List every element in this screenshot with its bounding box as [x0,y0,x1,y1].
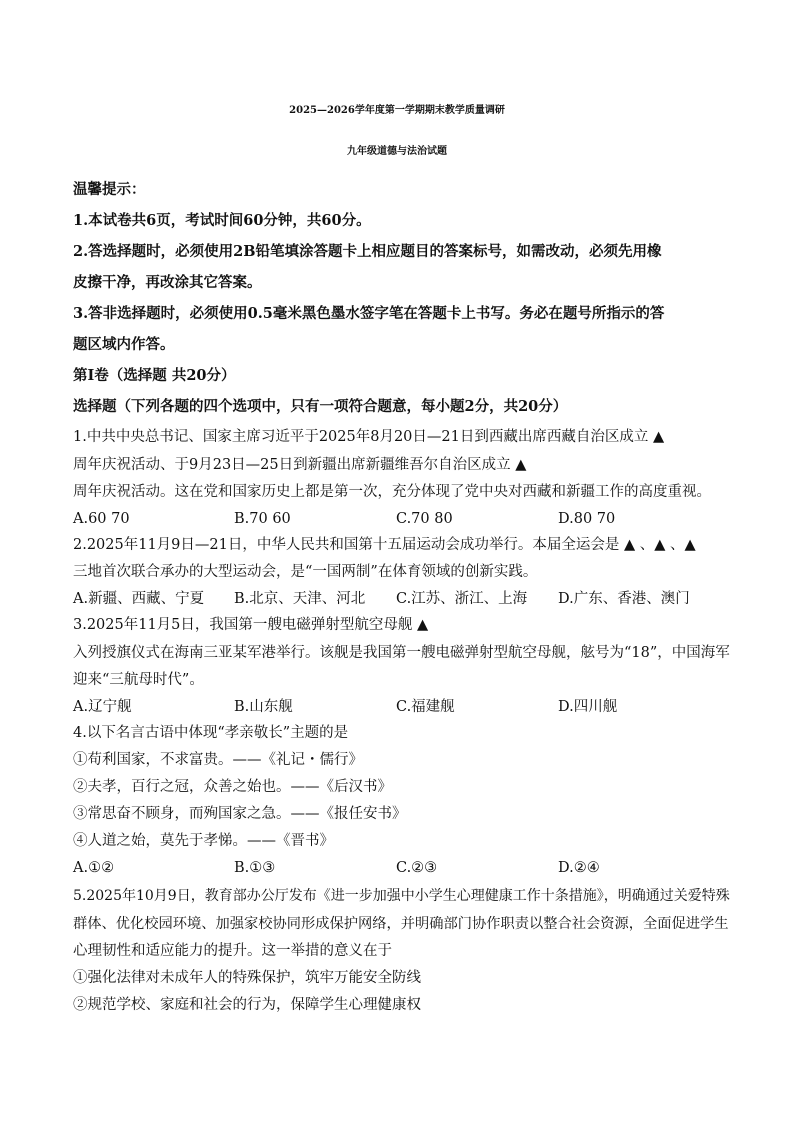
q3-option-a: A.辽宁舰 [73,699,132,715]
q4-item-1: ①苟利国家，不求富贵。——《礼记・儒行》 [73,752,363,768]
q4-option-a: A.①② [73,860,115,876]
q5-item-1: ①强化法律对未成年人的特殊保护，筑牢万能安全防线 [73,970,421,986]
q2-option-d: D.广东、香港、澳门 [558,591,690,607]
q4-item-2: ②夫孝，百行之冠，众善之始也。——《后汉书》 [73,779,392,795]
q4-option-b: B.①③ [234,860,276,876]
q2-option-a: A.新疆、西藏、宁夏 [73,591,205,607]
q4-option-c: C.②③ [396,860,438,876]
q3-option-d: D.四川舰 [558,699,618,715]
q5-line-1: 5.2025年10月9日，教育部办公厅发布《进一步加强中小学生心理健康工作十条措施》，明确通过关爱特殊 [73,888,730,904]
q5-line-3: 心理韧性和适应能力的提升。这一举措的意义在于 [73,943,392,959]
q5-line-2: 群体、优化校园环境、加强家校协同形成保护网络，并明确部门协作职责以整合社会资源，全面促进学生 [73,916,729,932]
exam-subtitle: 九年级道德与法治试题 [347,146,447,157]
q1-option-a: A.60 70 [73,511,130,527]
q2-option-c: C.江苏、浙江、上海 [396,591,528,607]
tip-3-line-1: 3.答非选择题时，必须使用0.5毫米黑色墨水签字笔在答题卡上书写。务必在题号所指示的答 [73,305,665,322]
q4-option-d: D.②④ [558,860,600,876]
q1-option-d: D.80 70 [558,511,616,527]
q3-line-3: 迎来“三航母时代”。 [73,672,204,688]
q3-option-c: C.福建舰 [396,699,455,715]
section-instructions: 选择题（下列各题的四个选项中，只有一项符合题意，每小题2分，共20分） [73,398,568,415]
q4-item-4: ④人道之始，莫先于孝悌。——《晋书》 [73,833,334,849]
q1-line-1: 1.中共中央总书记、国家主席习近平于2025年8月20日—21日到西藏出席西藏自治区成立 ▲ [73,429,665,445]
tip-3-line-2: 题区域内作答。 [73,336,175,353]
tip-2-line-2: 皮擦干净，再改涂其它答案。 [73,274,262,291]
tip-2-line-1: 2.答选择题时，必须使用2B铅笔填涂答题卡上相应题目的答案标号，如需改动，必须先用橡 [73,243,662,260]
q4-item-3: ③常思奋不顾身，而殉国家之急。——《报任安书》 [73,806,407,822]
q2-line-1: 2.2025年11月9日—21日，中华人民共和国第十五届运动会成功举行。本届全运会是 ▲ 、▲ 、▲ [73,537,696,553]
q1-line-2: 周年庆祝活动、于9月23日—25日到新疆出席新疆维吾尔自治区成立 ▲ [73,457,527,473]
q3-line-1: 3.2025年11月5日，我国第一艘电磁弹射型航空母舰 ▲ [73,617,429,633]
q2-line-2: 三地首次联合承办的大型运动会，是“一国两制”在体育领域的创新实践。 [73,564,538,580]
part-title: 第Ⅰ卷（选择题 共20分） [73,367,236,384]
q1-option-c: C.70 80 [396,511,453,527]
tip-1: 1.本试卷共6页，考试时间60分钟，共60分。 [73,212,371,229]
q1-option-b: B.70 60 [234,511,291,527]
q3-option-b: B.山东舰 [234,699,293,715]
q5-item-2: ②规范学校、家庭和社会的行为，保障学生心理健康权 [73,997,421,1013]
q1-line-3: 周年庆祝活动。这在党和国家历史上都是第一次，充分体现了党中央对西藏和新疆工作的高度重视。 [73,484,711,500]
q3-line-2: 入列授旗仪式在海南三亚某军港举行。该舰是我国第一艘电磁弹射型航空母舰，舷号为“18”，中国海军 [73,645,730,661]
q4-line-1: 4.以下名言古语中体现“孝亲敬长”主题的是 [73,725,349,741]
tips-heading: 温馨提示： [73,181,146,198]
exam-title: 2025—2026学年度第一学期期末教学质量调研 [289,105,505,116]
q2-option-b: B.北京、天津、河北 [234,591,366,607]
